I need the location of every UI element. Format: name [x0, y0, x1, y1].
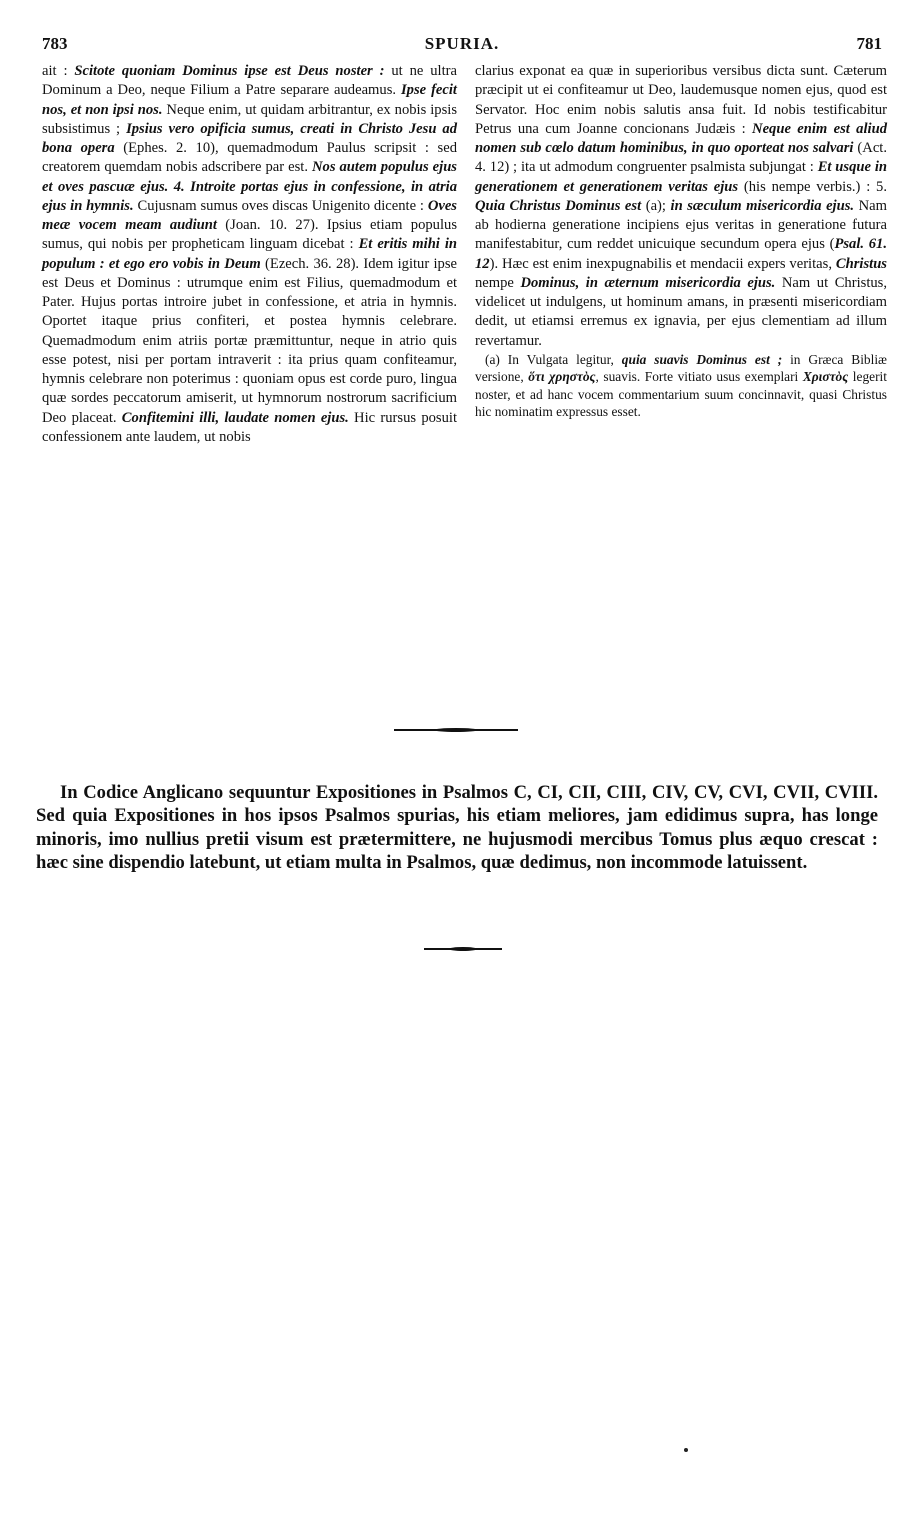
- text-run: Idem igitur ipse est Deus et Dominus : utrumque enim est Filius, quemadmodum et Pater. Hujus portas introire jubet in confessione, et atria in hymnis. Oportet itaque prius confiteri, et postea hymnis celebrare. Quemadmodum enim atriis portæ præmittuntur, neque in atrio quis esse potest, nisi per portam intraverit : ita prius quam confiteamur, hymnis celebrare non poterimus : quoniam opus est corde puro, lingua quæ sordes peccatorum amiserit, ut hymnorum nostrorum sacrificium Deo placeat.: [42, 255, 457, 426]
- text-run: Nam ab hodierna generatione incipiens ejus veritas in generatione futura manifestabitur, cum reddet unicuique secundum opera ejus (: [475, 197, 887, 253]
- text-run: ut ne ultra Dominum a Deo, neque Filium a Patre separare audeamus.: [42, 63, 457, 99]
- text-run: Hic rursus posuit confessionem ante laudem, ut nobis: [42, 409, 457, 445]
- scripture-quote: Confitemini illi, laudate nomen ejus.: [121, 409, 349, 426]
- scripture-quote: Neque enim est aliud nomen sub cœlo datum hominibus, in quo oporteat nos salvari: [475, 120, 887, 156]
- notice-body: Sed quia Expositiones in hos ipsos Psalmos spurias, his etiam meliores, jam edidimus supra, has longe minoris, imo nullius pretii visum est prætermittere, ne hujusmodi mercibus Tomus plus æquo crescat : hæc sine dispendio latebunt, ut etiam multa in Psalmos, quæ dedimus, non incommode latuissent.: [36, 805, 878, 874]
- text-run: Ipsius etiam populus sumus, qui nobis per propheticam linguam dicebat :: [42, 217, 457, 253]
- scripture-quote: Ipsius vero opificia sumus, creati in Christo Jesu ad bona opera: [42, 120, 457, 156]
- text-run: Cujusnam sumus oves discas Unigenito dicente :: [133, 197, 428, 214]
- text-run: clarius exponat ea quæ in superioribus versibus dicta sunt. Cæterum præcipit ut ei confiteamur ut Deo, laudemusque nomen ejus, quod est Servator. Hoc enim nobis salutis ansa fuit. Id nobis testificabitur Petrus una cum Joanne concionans Judæis :: [475, 63, 887, 137]
- scripture-reference: (Ephes. 2. 10),: [114, 140, 219, 156]
- scripture-quote: Christus: [835, 255, 887, 272]
- scripture-reference: (Joan. 10. 27).: [216, 217, 319, 233]
- scripture-quote: Scitote quoniam Dominus ipse est Deus noster :: [74, 63, 385, 79]
- scripture-reference: (Ezech. 36. 28).: [260, 255, 360, 272]
- left-column-paragraph: [42, 62, 457, 447]
- text-run: in Græca Bibliæ versione,: [475, 351, 887, 385]
- ornamental-divider: [424, 948, 502, 950]
- vulgata-quote: quia suavis Dominus est ;: [621, 351, 783, 367]
- greek-text: Χριστὸς: [802, 369, 849, 385]
- page-number-left: 783: [42, 34, 68, 53]
- footnote-label: (a): [485, 351, 500, 367]
- text-run: Nam ut Christus, videlicet ut indulgens, ut hominum amans, in præsenti misericordiam dedit, ut etiamsi erremus ex ignavia, per ejus clementiam ad illum revertamur.: [475, 274, 887, 349]
- greek-text: ὅτι χρηστὸς: [528, 369, 596, 385]
- page-number-right: 781: [856, 34, 882, 53]
- running-header: [42, 34, 882, 56]
- scripture-quote: Dominus, in æternum misericordia ejus.: [520, 274, 776, 291]
- footnote-marker: (a);: [641, 197, 666, 214]
- ink-speck: [684, 1448, 688, 1452]
- text-run: (his nempe verbis.) : 5.: [738, 178, 887, 195]
- text-run: ita ut admodum congruenter psalmista subjungat :: [517, 159, 818, 176]
- ornamental-divider: [394, 729, 518, 731]
- editorial-notice: [36, 781, 878, 875]
- running-title: SPURIA.: [424, 34, 500, 53]
- text-run: quemadmodum Paulus scripsit : sed creatorem quemdam nobis adscribere par est.: [42, 140, 457, 176]
- scripture-quote: Et eritis mihi in populum : et ego ero vobis in Deum: [42, 236, 457, 272]
- text-run: ). Hæc est enim inexpugnabilis et mendacii expers veritas,: [489, 255, 836, 272]
- notice-lead: In Codice Anglicano sequuntur Expositiones in Psalmos C, CI, CII, CIII, CIV, CV, CVI, CVII, CVIII.: [60, 781, 878, 803]
- scripture-quote: Et usque in generationem et generationem veritas ejus: [475, 159, 887, 195]
- text-run: Neque enim, ut quidam arbitrantur, ex nobis ipsis subsistimus ;: [42, 101, 457, 137]
- scripture-quote: Ipse fecit nos, et non ipsi nos.: [42, 82, 457, 118]
- scripture-reference: (Act. 4. 12) ;: [475, 140, 887, 176]
- scripture-quote: Oves meæ vocem meam audiunt: [42, 197, 457, 233]
- scripture-reference: Psal. 61. 12: [475, 236, 888, 272]
- text-run: legerit noster, et ad hanc vocem commentarium suum concinnavit, quasi Christus hic nominatim expressus esset.: [475, 369, 887, 420]
- footnote: [475, 351, 887, 421]
- scripture-quote: in sæculum misericordia ejus.: [665, 197, 855, 214]
- text-run: , suavis. Forte vitiato usus exemplari: [595, 369, 803, 385]
- right-column-paragraph: [475, 62, 887, 351]
- scripture-quote: Quia Christus Dominus est: [475, 197, 642, 214]
- right-column: [475, 62, 887, 421]
- text-run: ait :: [42, 63, 75, 79]
- scripture-quote: Nos autem populus ejus et oves pascuæ ejus. 4. Introite portas ejus in confessione, in atria ejus in hymnis.: [42, 159, 457, 214]
- left-column: [42, 62, 457, 447]
- text-run: In Vulgata legitur,: [499, 351, 622, 367]
- text-run: nempe: [475, 274, 521, 291]
